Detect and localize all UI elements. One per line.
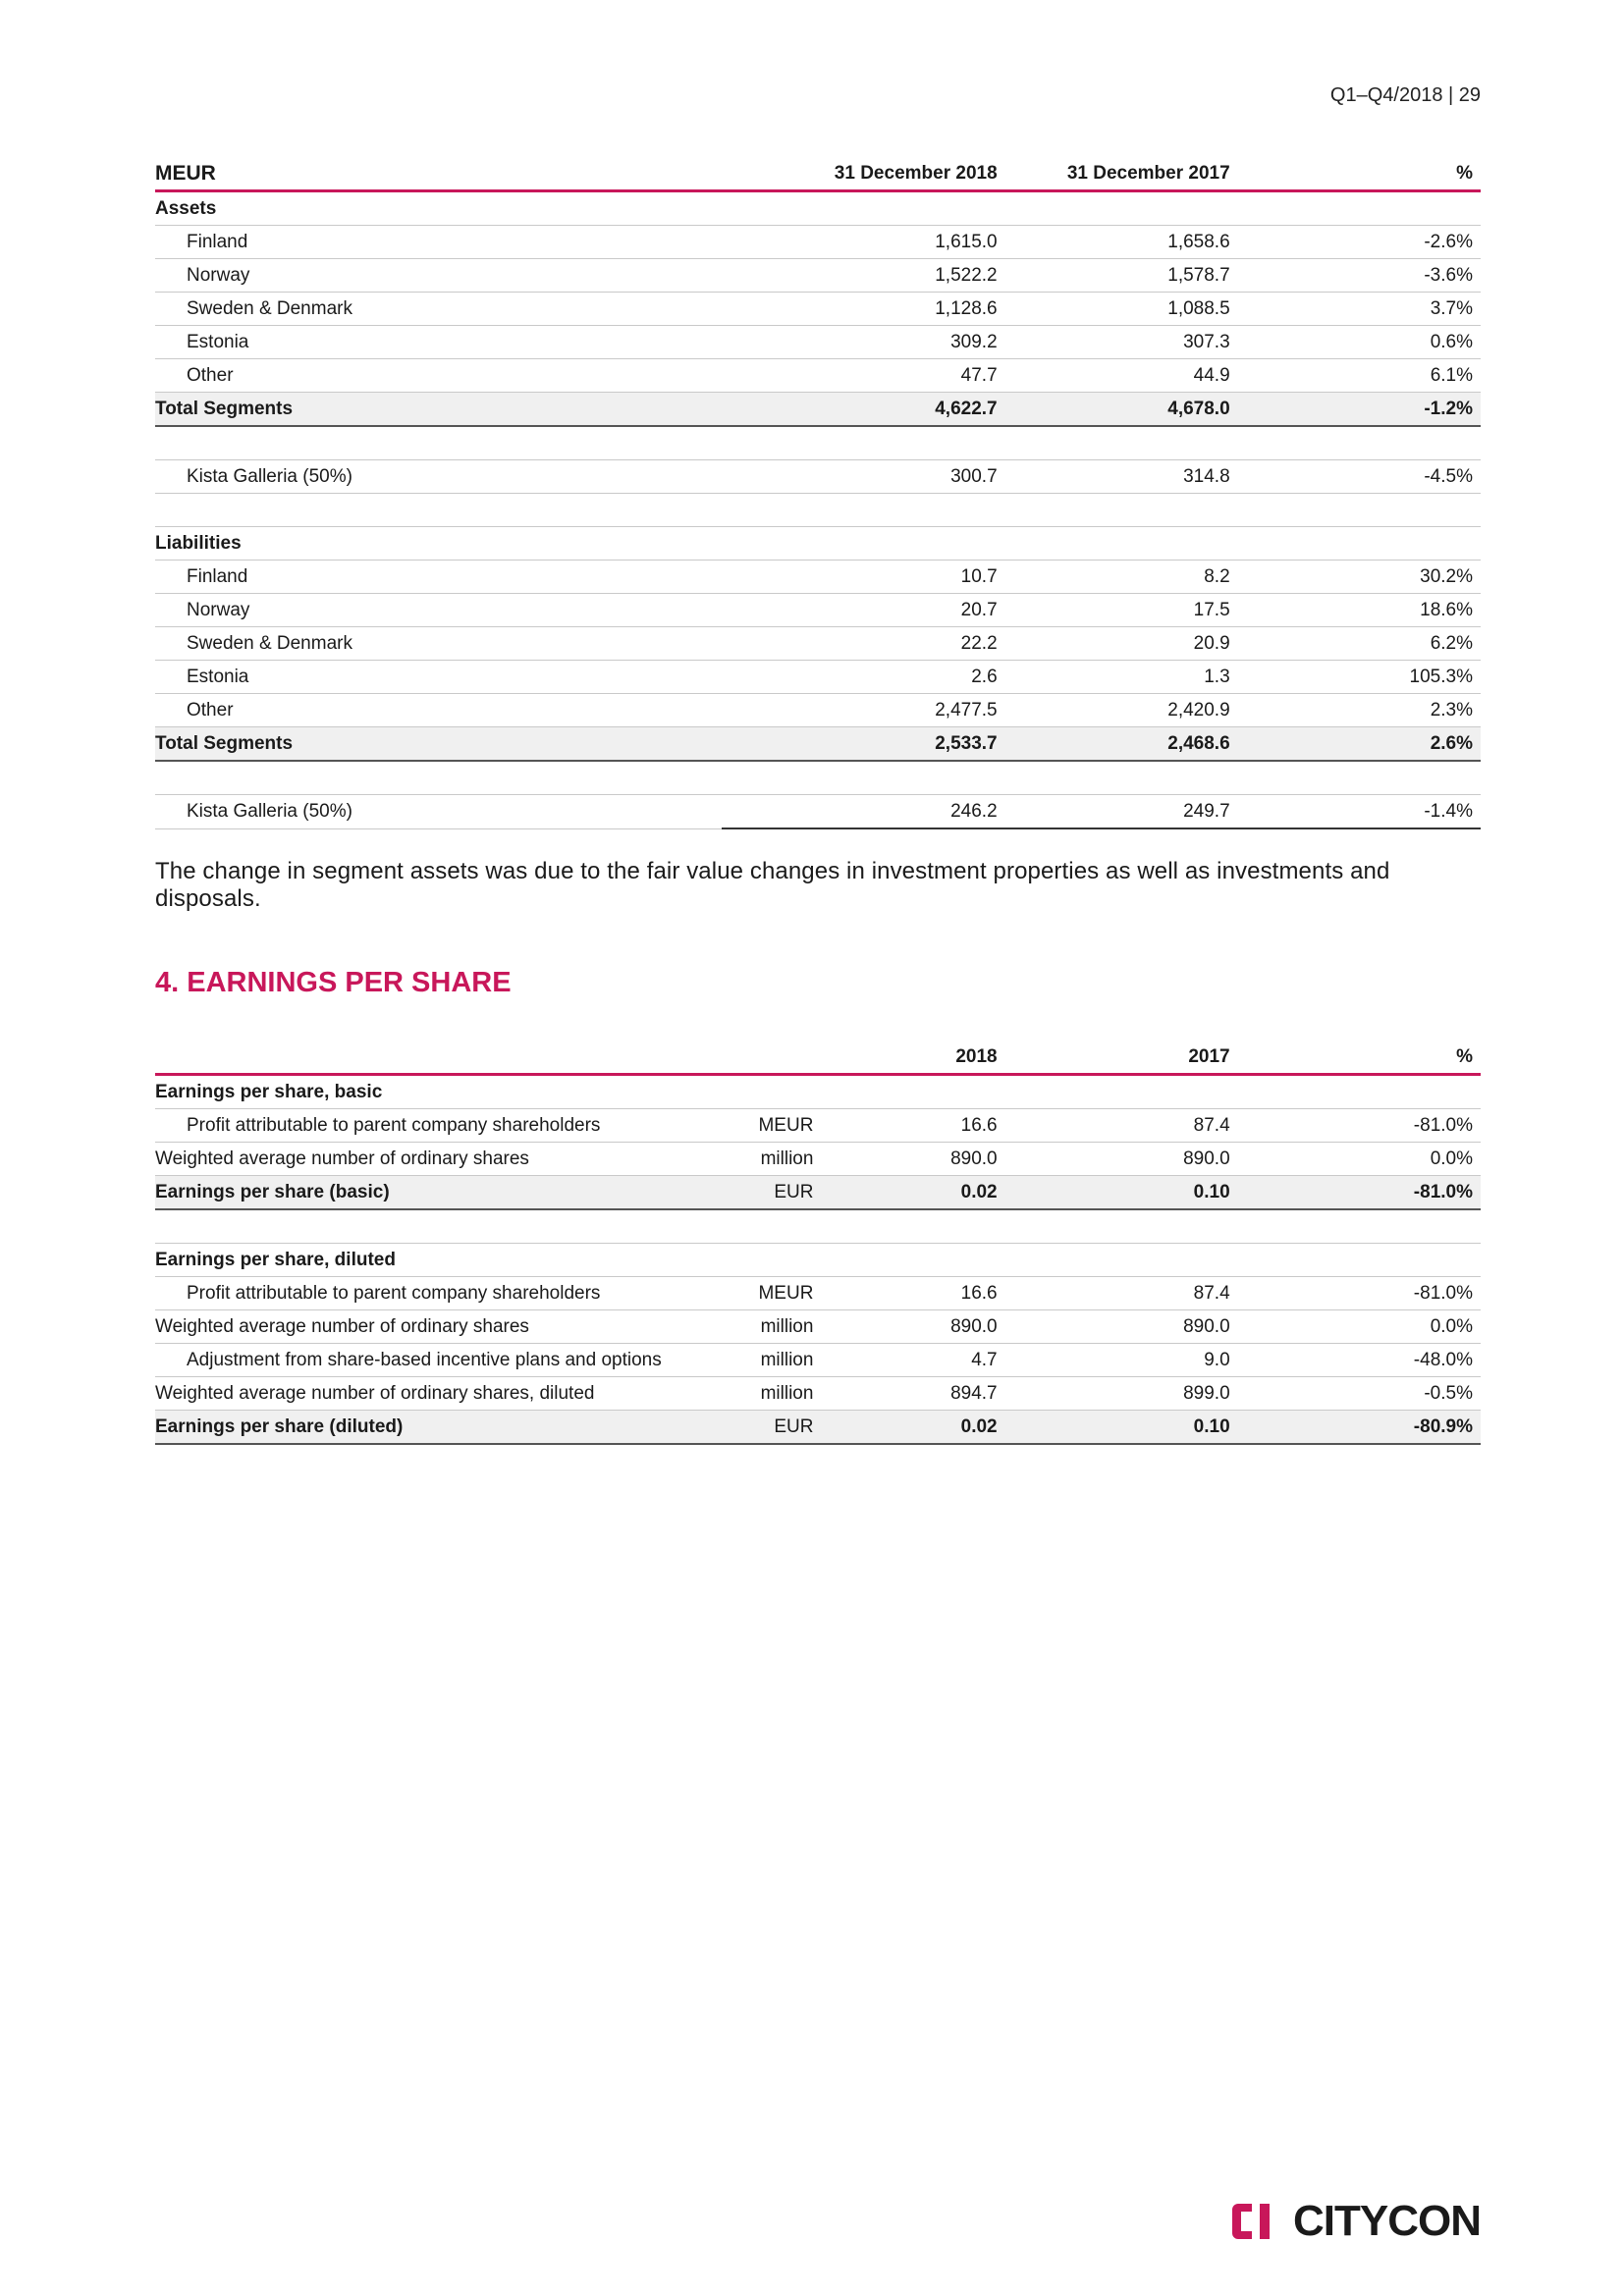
table-row [155,1109,1481,1143]
value-pct: 105.3% [1238,661,1481,694]
value-2017: 44.9 [1005,359,1238,393]
logo-text: CITYCON [1293,2197,1481,2245]
total-pct: 2.6% [1238,727,1481,762]
row-unit: million [722,1344,833,1377]
value-2018: 10.7 [722,561,1005,594]
table-row [155,594,1481,627]
value-pct: -48.0% [1238,1344,1481,1377]
row-label: Estonia [155,326,722,359]
spacer-row [155,426,1481,460]
value-2018: 22.2 [722,627,1005,661]
total-unit: EUR [722,1411,833,1445]
value-2017: 2,420.9 [1005,694,1238,727]
total-2017: 0.10 [1005,1176,1238,1210]
row-label: Finland [155,226,722,259]
row-unit: million [722,1377,833,1411]
value-2018: 4.7 [833,1344,1004,1377]
total-row-assets [155,393,1481,427]
value-2017: 890.0 [1005,1310,1238,1344]
value-2018: 47.7 [722,359,1005,393]
table-row [155,293,1481,326]
table-row [155,326,1481,359]
row-unit: MEUR [722,1277,833,1310]
total-row-eps-basic [155,1176,1481,1210]
value-2017: 314.8 [1005,460,1238,494]
value-2018: 1,615.0 [722,226,1005,259]
value-pct: 3.7% [1238,293,1481,326]
section-row-assets [155,191,1481,226]
value-2018: 300.7 [722,460,1005,494]
value-2017: 1.3 [1005,661,1238,694]
col-header-2018: 2018 [833,1041,1004,1075]
kista-row-liabilities [155,795,1481,829]
total-2018: 0.02 [833,1411,1004,1445]
segment-assets-note: The change in segment assets was due to the fair value changes in investment properties as well as investments and disposals. [155,858,1390,912]
value-2017: 890.0 [1005,1143,1238,1176]
spacer-row [155,761,1481,795]
total-label: Earnings per share (diluted) [155,1411,722,1445]
row-label: Adjustment from share-based incentive plans and options [155,1344,722,1377]
value-2017: 8.2 [1005,561,1238,594]
value-pct: 6.2% [1238,627,1481,661]
segments-header-row [155,157,1481,191]
row-label: Sweden & Denmark [155,293,722,326]
kista-row-assets [155,460,1481,494]
col-header-2018: 31 December 2018 [722,157,1005,191]
row-label: Weighted average number of ordinary shares [155,1310,722,1344]
total-2017: 4,678.0 [1005,393,1238,427]
value-pct: 18.6% [1238,594,1481,627]
total-row-eps-diluted [155,1411,1481,1445]
row-label: Other [155,359,722,393]
col-header-label [155,1041,722,1075]
col-header-2017: 31 December 2017 [1005,157,1238,191]
segments-table [155,157,1481,829]
value-pct: 30.2% [1238,561,1481,594]
value-2018: 2,477.5 [722,694,1005,727]
value-2018: 890.0 [833,1310,1004,1344]
total-label: Total Segments [155,727,722,762]
row-label: Estonia [155,661,722,694]
spacer-row [155,1209,1481,1244]
table-row [155,1310,1481,1344]
value-pct: 0.0% [1238,1143,1481,1176]
table-row [155,561,1481,594]
total-unit: EUR [722,1176,833,1210]
value-2018: 1,522.2 [722,259,1005,293]
value-2017: 307.3 [1005,326,1238,359]
value-2017: 87.4 [1005,1277,1238,1310]
row-label: Finland [155,561,722,594]
total-label: Total Segments [155,393,722,427]
value-pct: -0.5% [1238,1377,1481,1411]
row-unit: MEUR [722,1109,833,1143]
value-2018: 309.2 [722,326,1005,359]
value-2018: 1,128.6 [722,293,1005,326]
value-2017: 17.5 [1005,594,1238,627]
value-2017: 1,088.5 [1005,293,1238,326]
row-label: Kista Galleria (50%) [155,460,722,494]
spacer-row [155,494,1481,527]
value-2018: 16.6 [833,1277,1004,1310]
row-label: Sweden & Denmark [155,627,722,661]
section-row-liabilities [155,527,1481,561]
value-2018: 246.2 [722,795,1005,829]
value-pct: -81.0% [1238,1109,1481,1143]
value-pct: 0.0% [1238,1310,1481,1344]
table-row [155,1143,1481,1176]
col-header-2017: 2017 [1005,1041,1238,1075]
value-2018: 890.0 [833,1143,1004,1176]
row-label: Norway [155,594,722,627]
citycon-mark-icon [1230,2202,1283,2241]
table-row [155,694,1481,727]
value-2017: 899.0 [1005,1377,1238,1411]
value-2017: 9.0 [1005,1344,1238,1377]
col-header-unit [722,1041,833,1075]
value-pct: -2.6% [1238,226,1481,259]
row-label: Profit attributable to parent company shareholders [155,1277,722,1310]
section-title: Assets [155,191,1481,226]
row-unit: million [722,1310,833,1344]
table-row [155,627,1481,661]
col-header-meur: MEUR [155,157,722,191]
row-label: Norway [155,259,722,293]
section-title: Earnings per share, diluted [155,1244,1481,1277]
value-pct: 2.3% [1238,694,1481,727]
table-row [155,661,1481,694]
table-row [155,1277,1481,1310]
total-pct: -80.9% [1238,1411,1481,1445]
total-2017: 0.10 [1005,1411,1238,1445]
table-row [155,226,1481,259]
value-pct: -1.4% [1238,795,1481,829]
value-2018: 2.6 [722,661,1005,694]
row-label: Other [155,694,722,727]
value-pct: -3.6% [1238,259,1481,293]
total-2018: 2,533.7 [722,727,1005,762]
table-row [155,1344,1481,1377]
section-title: Earnings per share, basic [155,1075,1481,1109]
value-2017: 1,578.7 [1005,259,1238,293]
value-2017: 87.4 [1005,1109,1238,1143]
table-row [155,359,1481,393]
total-2018: 0.02 [833,1176,1004,1210]
eps-table [155,1041,1481,1445]
value-2018: 16.6 [833,1109,1004,1143]
row-label: Weighted average number of ordinary shares, diluted [155,1377,722,1411]
table-row [155,259,1481,293]
section-row-eps-basic [155,1075,1481,1109]
page-reference: Q1–Q4/2018 | 29 [1329,84,1481,106]
value-pct: 0.6% [1238,326,1481,359]
col-header-pct: % [1238,157,1481,191]
section-title: Liabilities [155,527,1481,561]
eps-header-row [155,1041,1481,1075]
col-header-pct: % [1238,1041,1481,1075]
row-label: Profit attributable to parent company shareholders [155,1109,722,1143]
value-2018: 20.7 [722,594,1005,627]
total-row-liabilities [155,727,1481,762]
section-heading-eps: 4. EARNINGS PER SHARE [155,967,512,998]
value-pct: 6.1% [1238,359,1481,393]
row-label: Kista Galleria (50%) [155,795,722,829]
total-label: Earnings per share (basic) [155,1176,722,1210]
value-2017: 20.9 [1005,627,1238,661]
value-2017: 1,658.6 [1005,226,1238,259]
citycon-logo [1230,2197,1481,2246]
total-pct: -1.2% [1238,393,1481,427]
value-2018: 894.7 [833,1377,1004,1411]
total-2018: 4,622.7 [722,393,1005,427]
row-label: Weighted average number of ordinary shares [155,1143,722,1176]
value-pct: -81.0% [1238,1277,1481,1310]
section-row-eps-diluted [155,1244,1481,1277]
total-pct: -81.0% [1238,1176,1481,1210]
table-row [155,1377,1481,1411]
total-2017: 2,468.6 [1005,727,1238,762]
value-pct: -4.5% [1238,460,1481,494]
value-2017: 249.7 [1005,795,1238,829]
row-unit: million [722,1143,833,1176]
